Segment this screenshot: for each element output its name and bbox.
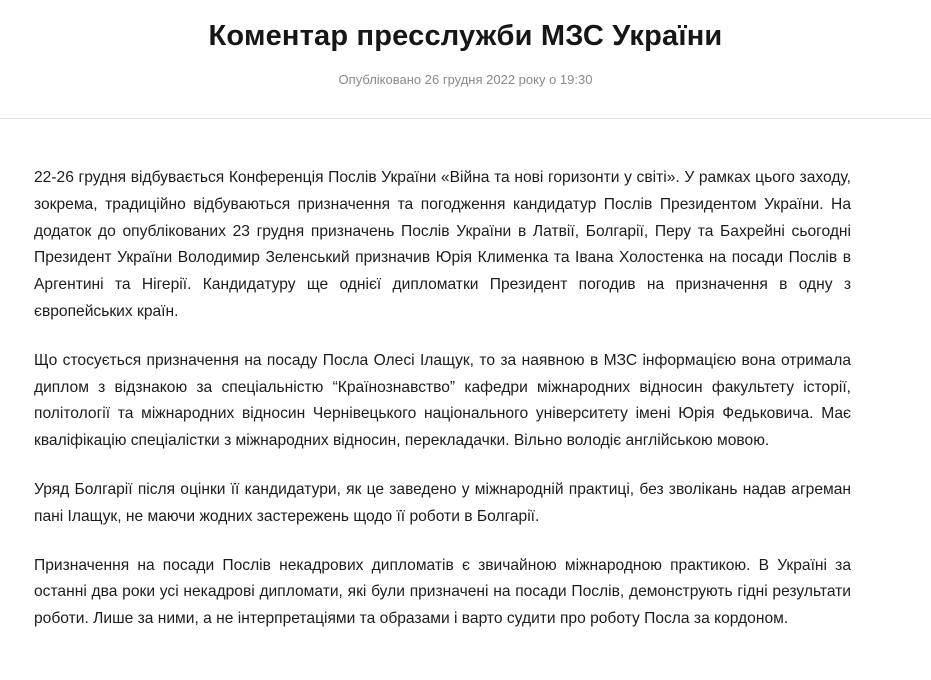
- article-paragraph: Призначення на посади Послів некадрових дипломатів є звичайною міжнародною практикою. В Україні за останні два роки усі некадрові дипломати, які були призначені на посади Послів, демонструють гідні результати роботи. Лише за ними, а не інтерпретаціями та образами і варто судити про роботу Посла за кордоном.: [34, 556, 851, 628]
- article-paragraph: Уряд Болгарії після оцінки її кандидатури, як це заведено у міжнародній практиці, без зволікань надав агреман пані Ілащук, не маючи жодних застережень щодо її роботи в Болгарії.: [34, 480, 851, 525]
- publication-date: Опубліковано 26 грудня 2022 року о 19:30: [338, 72, 593, 87]
- article-paragraph: Що стосується призначення на посаду Посла Олесі Ілащук, то за наявною в МЗС інформацією вона отримала диплом з відзнакою за спеціальністю “Країнознавство” кафедри міжнародних відносин факультету історії, політології та міжнародних відносин Чернівецького національного університету імені Юрія Федьковича. Має кваліфікацію спеціалістки з міжнародних відносин, перекладачки. Вільно володіє англійською мовою.: [34, 351, 851, 450]
- page-header: [0, 0, 931, 119]
- page-title: Коментар пресслужби МЗС України: [208, 20, 723, 52]
- article-paragraph: 22-26 грудня відбувається Конференція Послів України «Війна та нові горизонти у світі». У рамках цього заходу, зокрема, традиційно відбуваються призначення та погодження кандидатур Послів Президентом України. На додаток до опублікованих 23 грудня призначень Послів України в Латвії, Болгарії, Перу та Бахрейні сьогодні Президент України Володимир Зеленський призначив Юрія Клименка та Івана Холостенка на посади Послів в Аргентині та Нігерії. Кандидатуру ще однієї дипломатки Президент погодив на призначення в одну з європейських країн.: [34, 169, 851, 320]
- article-body: [34, 165, 851, 655]
